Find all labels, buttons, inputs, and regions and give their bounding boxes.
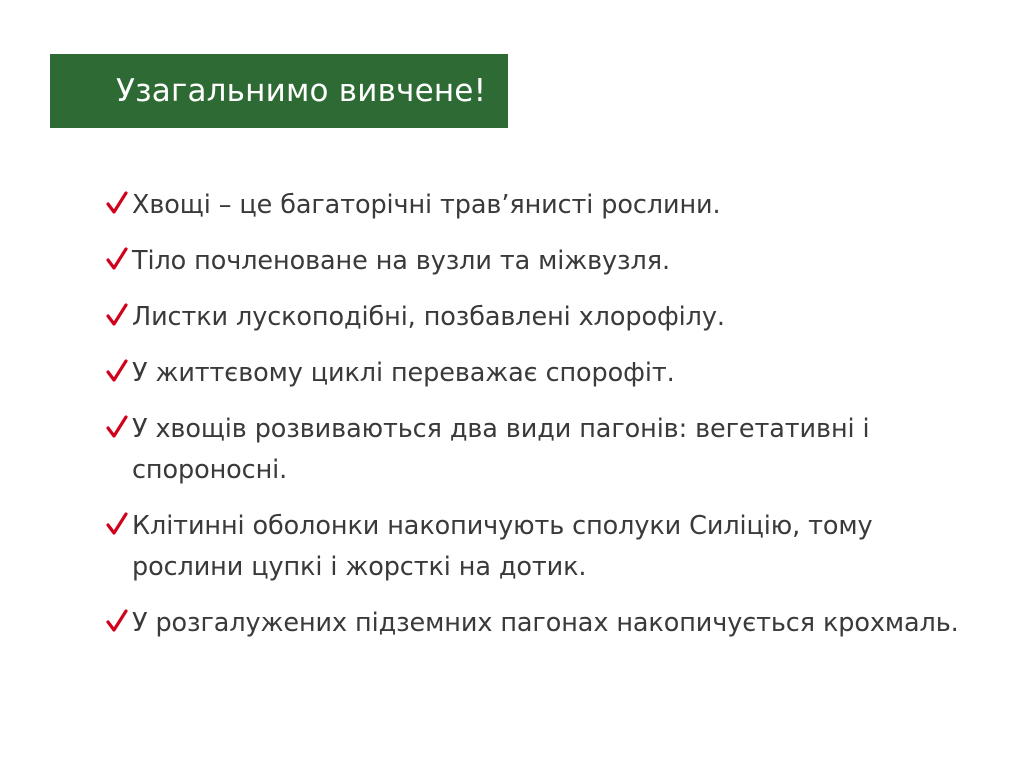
list-item (106, 241, 986, 282)
checkmark-icon (106, 185, 132, 221)
list-item (106, 409, 986, 491)
list-item (106, 353, 986, 394)
checkmark-icon (106, 353, 132, 389)
checkmark-icon (106, 409, 132, 445)
slide-title: Узагальнимо вивчене! (116, 73, 487, 109)
list-item-text: Листки лускоподібні, позбавлені хлорофілу. (132, 302, 725, 332)
checkmark-icon (106, 297, 132, 333)
list-item (106, 185, 986, 226)
summary-list (106, 185, 986, 659)
list-item-text: Хвощі – це багаторічні трав’янисті рослини. (132, 190, 721, 220)
checkmark-icon (106, 506, 132, 542)
list-item-text: Клітинні оболонки накопичують сполуки Силіцію, тому рослини цупкі і жорсткі на дотик. (132, 511, 873, 582)
checkmark-icon (106, 603, 132, 639)
list-item (106, 506, 986, 588)
list-item (106, 603, 986, 644)
list-item-text: У хвощів розвиваються два види пагонів: вегетативні і спороносні. (132, 414, 870, 485)
title-banner (50, 54, 508, 128)
list-item-text: Тіло почленоване на вузли та міжвузля. (132, 246, 670, 276)
list-item (106, 297, 986, 338)
checkmark-icon (106, 241, 132, 277)
list-item-text: У розгалужених підземних пагонах накопичується крохмаль. (132, 608, 959, 638)
list-item-text: У життєвому циклі переважає спорофіт. (132, 358, 675, 388)
